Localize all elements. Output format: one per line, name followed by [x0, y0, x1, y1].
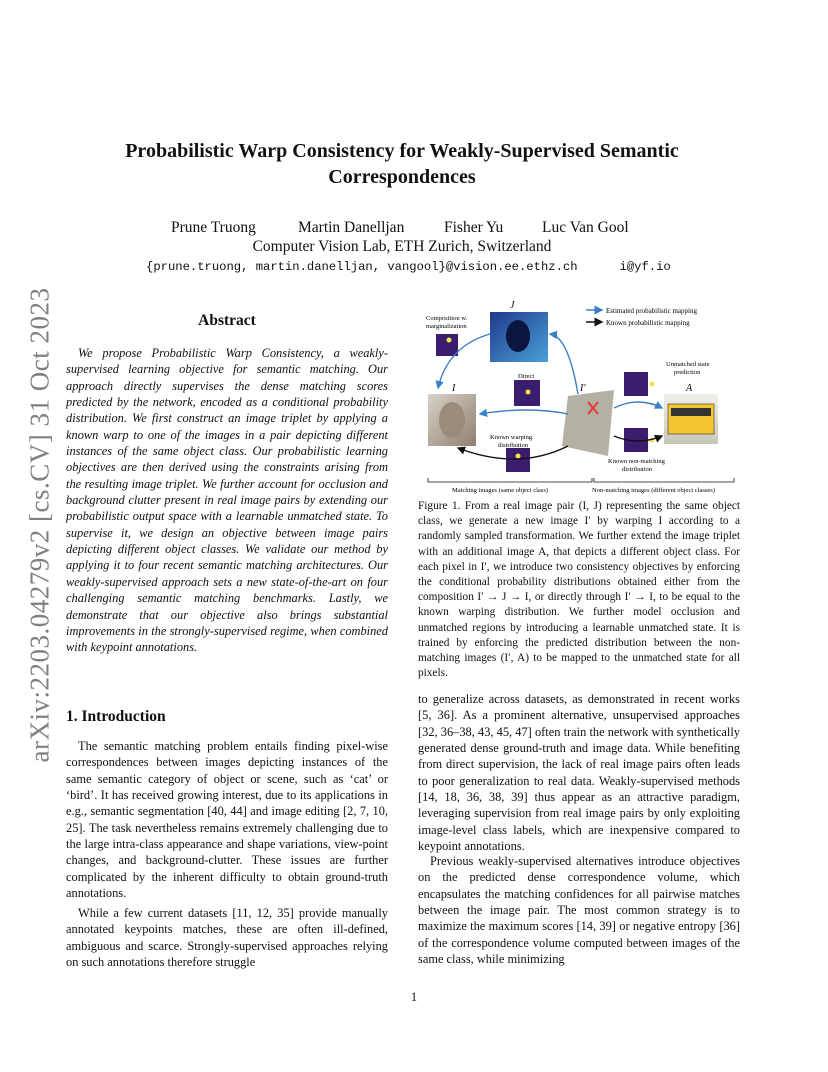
bracket-matching-label: Matching images (same object class) [452, 487, 549, 494]
known-warping-label: Known warping [490, 434, 533, 441]
intro-paragraph: The semantic matching problem entails finding pixel-wise correspondences between images depicting instances of the same semantic category of object or scene, such as ‘cat’ or ‘bird’. It has received growing interest, due to its applications in e.g., semantic segmentation [40, 44] and image editing [2, 7, 10, 25]. The task nevertheless remains extremely challenging due to the large intra-class appearance and shape variations, view-point changes, and background-clutter. These issues are further complicated by the inherent difficulty to obtain ground-truth annotations. [66, 739, 388, 901]
arrow-direct [480, 410, 568, 414]
known-nonmatching-label: distribution [622, 466, 652, 473]
unmatched-label: prediction [674, 369, 701, 376]
email-single: i@yf.io [619, 260, 671, 274]
arrow-iprime-to-a [614, 402, 662, 408]
author-name: Martin Danelljan [298, 219, 405, 236]
author-name: Prune Truong [171, 219, 256, 236]
author-name: Luc Van Gool [542, 219, 629, 236]
label-j: J [510, 300, 515, 311]
arxiv-stamp [20, 287, 60, 763]
image-i-prime-warped [562, 390, 614, 456]
unmatched-state-dot [650, 382, 655, 387]
composition-label: marginalization [426, 323, 467, 330]
known-nonmatching-label: Known non-matching [608, 458, 665, 465]
known-warping-label: distribution [498, 442, 528, 449]
bracket-matching [428, 478, 592, 482]
figure-caption: Figure 1. From a real image pair (I, J) representing the same object class, we generate a new image I′ by warping I according to a randomly sampled transformation. We further extend the image triplet with an additional image A, that depicts a different object class. For each pixel in I′, we introduce two consistency objectives by enforcing the conditional probability distributions obtained either from the composition I′ → J → I, or directly through I′ → I, to be equal to the known warping distribution. We further model occlusion and unmatched regions by introducing a learnable unmatched state. It is trained by enforcing the predicted distribution between the non-matching images (I′, A) to be mapped to the unmatched state for all pixels. [418, 500, 740, 680]
affiliation: Computer Vision Lab, ETH Zurich, Switzerland [252, 238, 552, 255]
body-paragraph: Previous weakly-supervised alternatives introduce objectives on the predicted dense correspondence volume, which encapsulates the matching confidences for all pairwise matches between the image pair. The most common strategy is to maximize the maximum scores [14, 39] or negative entropy [36] of the correspondence volume computed between images of the same class, while minimizing [418, 854, 740, 967]
direct-label: Direct [518, 373, 535, 380]
arxiv-stamp-text: arXiv:2203.04279v2 [cs.CV] 31 Oct 2023 [24, 287, 55, 763]
bracket-nonmatching [594, 478, 734, 482]
body-paragraph: to generalize across datasets, as demonstrated in recent works [5, 36]. As a prominent alternative, unsupervised approaches [32, 36–38, 43, 45, 47] often train the network with synthetically generated dense ground-truth and image data. While benefiting from direct supervision, the lack of real image pairs often leads to poor generalization to real data. Weakly-supervised methods [14, 18, 36, 38, 39] thus appear as an attractive paradigm, leveraging supervision from real image pairs by only exploiting image-level class labels, which are inexpensive compared to keypoint annotations. [418, 692, 740, 854]
legend-known-label: Known probabilistic mapping [606, 319, 690, 327]
heatmap-peak [447, 338, 452, 343]
author-name: Fisher Yu [444, 219, 504, 236]
heatmap-composition [436, 334, 458, 356]
page-number: 1 [410, 990, 418, 1004]
section-heading-introduction: 1. Introduction [66, 708, 166, 725]
bird-silhouette [506, 320, 530, 352]
abstract-text: We propose Probabilistic Warp Consistency, a weakly-supervised learning objective for semantic matching. Our approach directly supervises the dense matching scores predicted by the network, encoded as a conditional probability distribution. We first construct an image triplet by applying a known warp to one of the images in a pair depicting different instances of the same object class. Our probabilistic learning objectives are then derived using the constraints arising from the resulting image triplet. We further account for occlusion and background clutter present in real image pairs by extending our probabilistic output space with a learnable unmatched state. To supervise it, we design an objective between image pairs depicting different object classes. We validate our method by applying it to four recent semantic matching architectures. Our weakly-supervised approach sets a new state-of-the-art on four challenging semantic matching benchmarks. Lastly, we demonstrate that our objective also brings substantial improvements in the strongly-supervised regime, when combined with keypoint annotations. [66, 346, 388, 655]
arrow-iprime-to-j [550, 334, 578, 394]
heatmap-unmatched [624, 372, 648, 396]
pigeon-silhouette [439, 402, 465, 438]
composition-label: Composition w. [426, 315, 468, 322]
bracket-nonmatching-label: Non-matching images (different object classes) [592, 487, 715, 494]
figure-1 [418, 296, 740, 496]
paper-title: Probabilistic Warp Consistency for Weakly-Supervised Semantic Correspondences [125, 140, 679, 188]
abstract-heading: Abstract [198, 312, 256, 329]
label-i-prime: I' [580, 383, 586, 394]
legend-estimated-label: Estimated probabilistic mapping [606, 307, 697, 315]
unmatched-label: Unmatched state [666, 361, 710, 368]
label-a: A [686, 383, 693, 394]
heatmap-peak [516, 454, 521, 459]
bus-windows [671, 408, 711, 416]
label-i: I [452, 383, 456, 394]
email-line [146, 260, 671, 274]
abstract-body [66, 345, 388, 656]
heatmap-known-warping [506, 448, 530, 472]
intro-paragraph: While a few current datasets [11, 12, 35] provide manually annotated keypoints matches, these are often ill-defined, ambiguous and scarce. Strongly-supervised approaches relying on such annotations therefore struggle [66, 906, 388, 970]
heatmap-peak [526, 390, 531, 395]
email-group: {prune.truong, martin.danelljan, vangool}@vision.ee.ethz.ch [146, 260, 578, 274]
